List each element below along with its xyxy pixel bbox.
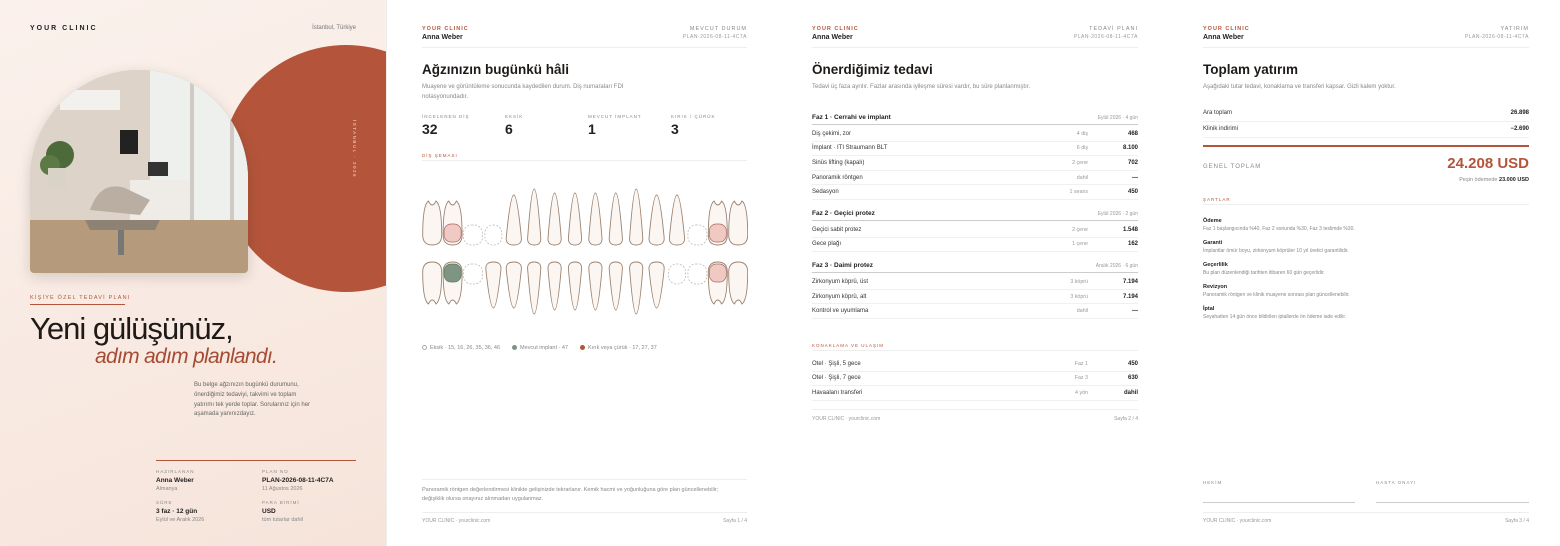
tooth-43 <box>528 262 541 314</box>
page-number: Sayfa 3 / 4 <box>1505 518 1529 524</box>
tooth-18 <box>423 201 442 245</box>
investment-page <box>1168 0 1559 546</box>
treatment-row: İmplant · ITI Straumann BLT 6 diş 8.100 <box>812 142 1138 157</box>
chart-rule <box>422 160 747 161</box>
header-brand: YOUR CLINIC <box>422 26 469 32</box>
treatment-row: Sinüs lifting (kapalı) 2 çene 702 <box>812 156 1138 171</box>
meta-currency: PARA BİRİMİ USD tüm tutarlar dahil <box>262 500 303 523</box>
header-rule <box>812 47 1138 48</box>
treatment-row: Panoramik röntgen dahil — <box>812 171 1138 186</box>
header-section: MEVCUT DURUM <box>689 26 747 32</box>
tooth-42 <box>548 262 561 310</box>
tooth-34 <box>649 262 664 308</box>
term-cancel: İptal Seyahatten 14 gün önce bildirilen iptallerde ön ödeme iade edilir. <box>1203 306 1347 320</box>
stat-missing: EKSİK 6 <box>505 114 524 137</box>
tooth-27-damaged <box>709 224 726 242</box>
plan-kicker: KİŞİYE ÖZEL TEDAVİ PLANI <box>30 295 131 301</box>
tooth-48 <box>423 262 442 304</box>
subtotal-row: Ara toplam 26.898 <box>1203 105 1529 122</box>
kicker-rule <box>30 304 125 305</box>
tooth-35-missing <box>669 264 686 284</box>
tooth-17-damaged <box>444 224 461 242</box>
vertical-caption: İSTANBUL · 2026 <box>352 120 357 179</box>
tooth-26-missing <box>688 225 707 245</box>
tooth-13 <box>528 189 541 245</box>
footer-brand: YOUR CLINIC · yourclinic.com <box>1203 518 1272 524</box>
chart-label: DİŞ ŞEMASI <box>422 153 458 158</box>
page-number: Sayfa 2 / 4 <box>1114 416 1138 422</box>
legend-implant: Mevcut implant · 47 <box>512 345 568 351</box>
page-title: Ağzınızın bugünkü hâli <box>422 62 569 77</box>
tooth-31 <box>589 262 602 310</box>
tooth-15-missing <box>485 225 502 245</box>
doctor-signature[interactable]: HEKİM <box>1203 480 1355 503</box>
treatment-row: Kontrol ve uyumlama dahil — <box>812 304 1138 319</box>
tooth-24 <box>649 195 664 245</box>
treatment-row: Zirkonyum köprü, üst 3 köprü 7.194 <box>812 275 1138 290</box>
tooth-44 <box>506 262 521 308</box>
cash-price: Peşin ödemede 23.000 USD <box>1459 177 1529 183</box>
page-subtitle: Muayene ve görüntüleme sonucunda kaydedilen durum. Diş numaraları FDI notasyonundadır. <box>422 84 624 100</box>
grand-total-value: 24.208 USD <box>1447 155 1529 172</box>
note-rule <box>422 479 747 480</box>
meta-prepared: HAZIRLANAN Anna Weber Almanya <box>156 469 195 492</box>
stat-implant: MEVCUT İMPLANT 1 <box>588 114 642 137</box>
tooth-14 <box>506 195 521 245</box>
stat-examined: İNCELENEN DİŞ 32 <box>422 114 470 137</box>
treatment-row: Geçici sabit protez 2 çene 1.548 <box>812 223 1138 238</box>
tooth-12 <box>548 193 561 245</box>
travel-rule <box>812 350 1138 351</box>
footer-rule <box>422 512 747 513</box>
phase-block <box>812 262 1138 319</box>
cover-intro: Bu belge ağzınızın bugünkü durumunu, önerdiğimiz tedaviyi, takvimi ve toplam yatırımı tek yerde toplar. Sorularınız için her aşamada yanınızdayız. <box>194 382 311 418</box>
discount-row: Klinik indirimi −2.690 <box>1203 122 1529 139</box>
phase-header: Faz 3 · Daimi protez Aralık 2026 · 6 gün <box>812 262 1138 273</box>
phase-header: Faz 2 · Geçici protez Eylül 2026 · 2 gün <box>812 210 1138 221</box>
current-state-page <box>386 0 777 546</box>
total-rule <box>1203 145 1529 147</box>
tooth-25 <box>669 195 684 245</box>
page-subtitle: Aşağıdaki tutar tedavi, konaklama ve transferi kapsar. Gizli kalem yoktur. <box>1203 84 1396 90</box>
footer-brand: YOUR CLINIC · yourclinic.com <box>422 518 491 524</box>
dental-office-image <box>30 70 248 273</box>
treatment-row: Diş çekimi, zor 4 diş 468 <box>812 127 1138 142</box>
meta-rule <box>156 460 356 461</box>
phase-block <box>812 114 1138 200</box>
tooth-41 <box>568 262 581 310</box>
header-plan-no: PLAN-2026-08-11-4C7A <box>1073 34 1138 40</box>
header-plan-no: PLAN-2026-08-11-4C7A <box>1464 34 1529 40</box>
page-subtitle: Tedavi üç faza ayrılır. Fazlar arasında iyileşme süresi vardır, bu süre planlanmıştır. <box>812 84 1031 90</box>
header-brand: YOUR CLINIC <box>812 26 859 32</box>
header-section: YATIRIM <box>1500 26 1529 32</box>
header-rule <box>1203 47 1529 48</box>
subtotal-table <box>1203 105 1529 138</box>
tooth-33 <box>630 262 643 314</box>
header-patient: Anna Weber <box>1203 34 1244 41</box>
cover-page <box>0 0 386 546</box>
tooth-37-damaged <box>709 264 726 282</box>
travel-label: KONAKLAMA VE ULAŞIM <box>812 343 885 348</box>
chart-legend <box>422 345 657 351</box>
tooth-32 <box>609 262 622 310</box>
terms-rule <box>1203 204 1529 205</box>
phase-block <box>812 210 1138 252</box>
tooth-36-missing <box>688 264 707 284</box>
page-number: Sayfa 1 / 4 <box>723 518 747 524</box>
treatment-row: Sedasyon 1 seans 450 <box>812 185 1138 200</box>
term-revision: Revizyon Panoramik röntgen ve klinik muayene sonrası plan güncellenebilir. <box>1203 284 1350 298</box>
cover-title-line2: adım adım planlandı. <box>95 345 278 368</box>
tooth-11 <box>568 193 581 245</box>
meta-duration: SÜRE 3 faz · 12 gün Eylül ve Aralık 2026 <box>156 500 205 523</box>
term-warranty: Garanti İmplantlar ömür boyu, zirkonyum köprüler 10 yıl üretici garantilidir. <box>1203 240 1349 254</box>
terms-label: ŞARTLAR <box>1203 197 1231 202</box>
header-patient: Anna Weber <box>422 34 463 41</box>
footer-rule <box>812 409 1138 410</box>
travel-table <box>812 357 1138 401</box>
treatment-plan-page <box>777 0 1168 546</box>
travel-row: Havaalanı transferi 4 yön dahil <box>812 386 1138 401</box>
header-plan-no: PLAN-2026-08-11-4C7A <box>682 34 747 40</box>
page-title: Önerdiğimiz tedavi <box>812 62 933 77</box>
header-section: TEDAVİ PLANI <box>1089 26 1138 32</box>
page-title: Toplam yatırım <box>1203 62 1299 77</box>
tooth-21 <box>589 193 602 245</box>
meta-plan-no: PLAN NO PLAN-2026-08-11-4C7A 11 Ağustos 2026 <box>262 469 334 492</box>
tooth-22 <box>609 193 622 245</box>
tooth-38 <box>729 262 748 304</box>
patient-approval-signature[interactable]: HASTA ONAYI <box>1376 480 1529 503</box>
stat-damaged: KIRIK / ÇÜRÜK 3 <box>671 114 716 137</box>
header-rule <box>422 47 747 48</box>
grand-total-label: GENEL TOPLAM <box>1203 164 1262 170</box>
treatment-row: Zirkonyum köprü, alt 3 köprü 7.194 <box>812 290 1138 305</box>
footer-brand: YOUR CLINIC · yourclinic.com <box>812 416 881 422</box>
treatment-row: Gece plağı 1 çene 162 <box>812 238 1138 253</box>
header-patient: Anna Weber <box>812 34 853 41</box>
clinic-city: İstanbul, Türkiye <box>312 25 356 31</box>
legend-missing: Eksik · 15, 16, 26, 35, 36, 46 <box>422 345 500 351</box>
legend-damaged: Kırık veya çürük · 17, 27, 37 <box>580 345 657 351</box>
tooth-chart <box>422 180 748 325</box>
cover-title-line1: Yeni gülüşünüz, <box>30 311 233 346</box>
header-brand: YOUR CLINIC <box>1203 26 1250 32</box>
phase-header: Faz 1 · Cerrahi ve implant Eylül 2026 · 4 gün <box>812 114 1138 125</box>
travel-row: Otel · Şişli, 7 gece Faz 3 630 <box>812 372 1138 387</box>
travel-row: Otel · Şişli, 5 gece Faz 1 450 <box>812 357 1138 372</box>
tooth-23 <box>630 189 643 245</box>
tooth-45 <box>486 262 501 308</box>
tooth-47-implant <box>444 264 461 282</box>
treatment-table <box>812 114 1138 329</box>
tooth-16-missing <box>464 225 483 245</box>
term-payment: Ödeme Faz 1 başlangıcında %40, Faz 2 sonunda %30, Faz 3 teslimde %30. <box>1203 218 1355 232</box>
footer-rule <box>1203 512 1529 513</box>
tooth-28 <box>729 201 748 245</box>
tooth-46-missing <box>464 264 483 284</box>
clinic-photo <box>30 70 248 273</box>
page-note: Panoramik röntgen değerlendirmesi klinikte gelişinizde tekrarlanır. Kemik hacmi ve yoğunluğuna göre plan güncellenebilir; değişiklik olursa onayınız alınmadan uygulanmaz. <box>422 487 719 502</box>
clinic-brand: YOUR CLINIC <box>30 25 98 32</box>
term-validity: Geçerlilik Bu plan düzenlendiği tarihten itibaren 60 gün geçerlidir. <box>1203 262 1325 276</box>
